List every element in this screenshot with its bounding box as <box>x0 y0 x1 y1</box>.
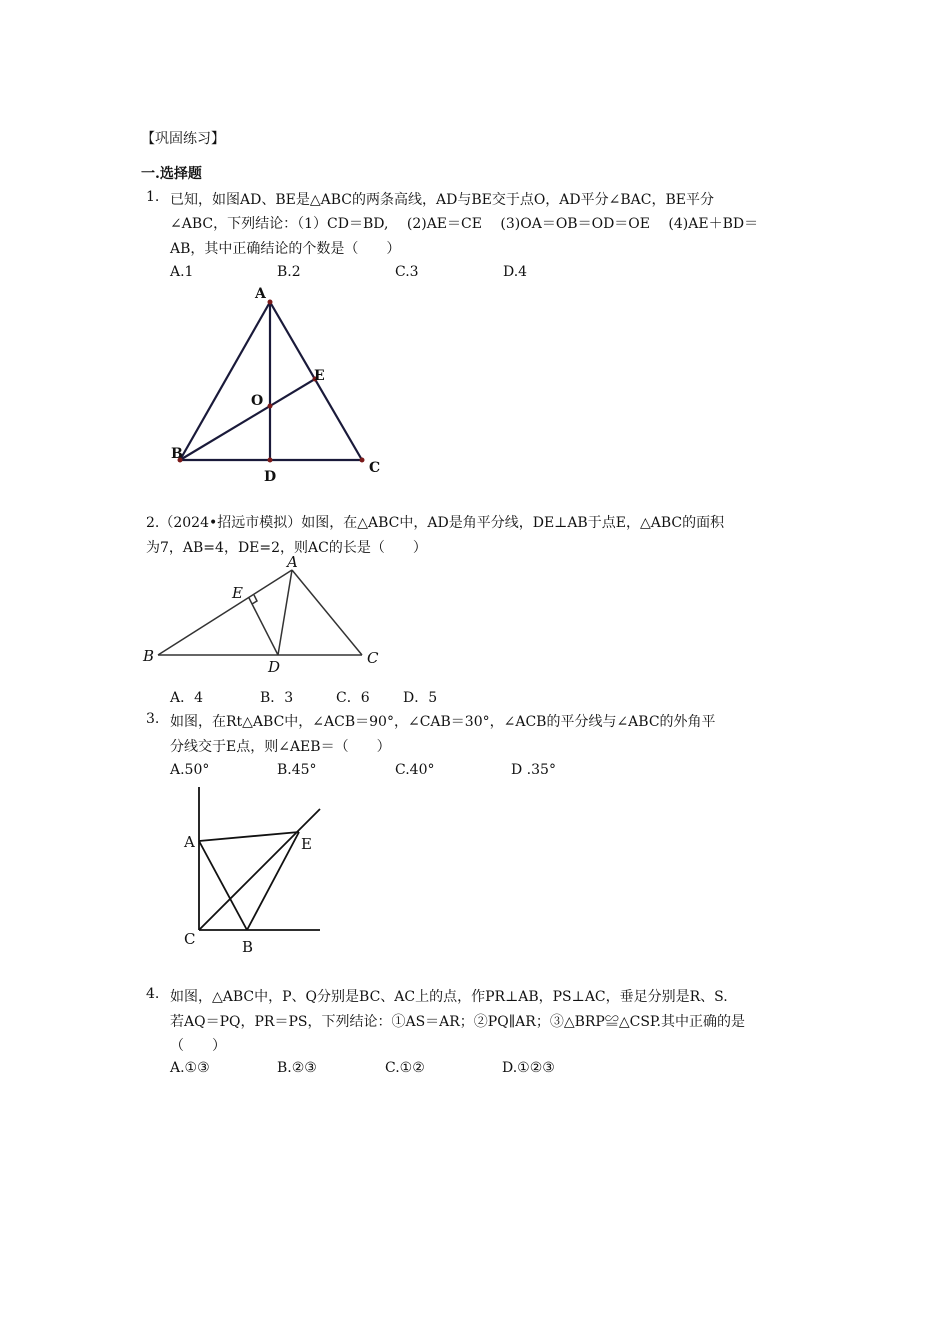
option-a[interactable]: A．4 <box>170 690 204 706</box>
label-o: O <box>251 393 264 409</box>
label-b: B <box>143 647 155 665</box>
label-c: C <box>184 930 196 948</box>
option-a[interactable]: A.①③ <box>170 1060 210 1076</box>
segment-de <box>249 598 278 655</box>
part-title: 一.选择题 <box>141 166 202 182</box>
label-a: A <box>255 286 266 302</box>
label-e: E <box>301 835 312 853</box>
question-text-line: 若AQ＝PQ，PR＝PS，下列结论：①AS＝AR；②PQ∥AR；③△BRP≌△CSP.其中正确的是 <box>170 1014 745 1030</box>
question-text-line: 分线交于E点，则∠AEB＝（ ） <box>170 739 391 755</box>
label-b: B <box>171 446 183 462</box>
question-text-line: 为7，AB=4，DE=2，则AC的长是（ ） <box>146 540 427 556</box>
label-d: D <box>264 469 277 485</box>
label-e: E <box>314 368 325 384</box>
option-b[interactable]: B．3 <box>260 690 294 706</box>
figure-1 <box>160 280 400 490</box>
label-c: C <box>367 649 379 667</box>
point-d <box>268 458 273 463</box>
option-a[interactable]: A.50° <box>170 762 210 778</box>
section-title: 【巩固练习】 <box>141 131 225 147</box>
option-c[interactable]: C．6 <box>336 690 370 706</box>
label-c: C <box>369 460 381 476</box>
option-c[interactable]: C.40° <box>395 762 435 778</box>
question-text-line: （ ） <box>170 1038 226 1054</box>
label-e: E <box>232 584 243 602</box>
bisector-c <box>199 809 320 930</box>
figure-2 <box>140 552 390 672</box>
label-a: A <box>287 553 298 571</box>
segment-ae <box>199 832 299 841</box>
question-text-line: AB，其中正确结论的个数是（ ） <box>170 241 401 257</box>
question-number: 4. <box>146 986 160 1002</box>
segment-ad <box>278 570 292 655</box>
figure-3 <box>175 782 335 962</box>
option-b[interactable]: B.2 <box>277 264 301 280</box>
point-a <box>268 300 273 305</box>
label-a: A <box>184 833 195 851</box>
segment-ab <box>180 302 270 460</box>
point-c <box>360 458 365 463</box>
option-d[interactable]: D.4 <box>503 264 528 280</box>
segment-ab <box>199 841 247 930</box>
question-number: 3. <box>146 711 160 727</box>
label-b: B <box>242 938 254 956</box>
option-d[interactable]: D.①②③ <box>502 1060 555 1076</box>
right-angle-mark <box>252 595 257 604</box>
segment-be <box>247 832 299 930</box>
question-text-line: 如图，在Rt△ABC中，∠ACB＝90°，∠CAB＝30°，∠ACB的平分线与∠ABC的外角平 <box>170 714 716 730</box>
option-c[interactable]: C.3 <box>395 264 419 280</box>
option-b[interactable]: B.②③ <box>277 1060 317 1076</box>
label-d: D <box>268 658 281 672</box>
option-d[interactable]: D .35° <box>511 762 556 778</box>
option-a[interactable]: A.1 <box>170 264 194 280</box>
point-o <box>268 404 273 409</box>
question-text-line: 如图，△ABC中，P、Q分别是BC、AC上的点，作PR⊥AB，PS⊥AC，垂足分别是R、S. <box>170 989 728 1005</box>
question-text-line: ∠ABC，下列结论：（1）CD＝BD, (2)AE＝CE (3)OA＝OB＝OD＝OE (4)AE＋BD＝ <box>170 216 759 232</box>
question-text-line: 2.（2024•招远市模拟）如图，在△ABC中，AD是角平分线，DE⊥AB于点E，△ABC的面积 <box>146 515 725 531</box>
option-d[interactable]: D．5 <box>403 690 438 706</box>
segment-be <box>180 379 315 460</box>
option-b[interactable]: B.45° <box>277 762 317 778</box>
option-c[interactable]: C.①② <box>385 1060 425 1076</box>
segment-ac <box>292 570 362 655</box>
question-text-line: 已知，如图AD、BE是△ABC的两条高线，AD与BE交于点O，AD平分∠BAC，BE平分 <box>170 192 714 208</box>
question-number: 1. <box>146 189 160 205</box>
